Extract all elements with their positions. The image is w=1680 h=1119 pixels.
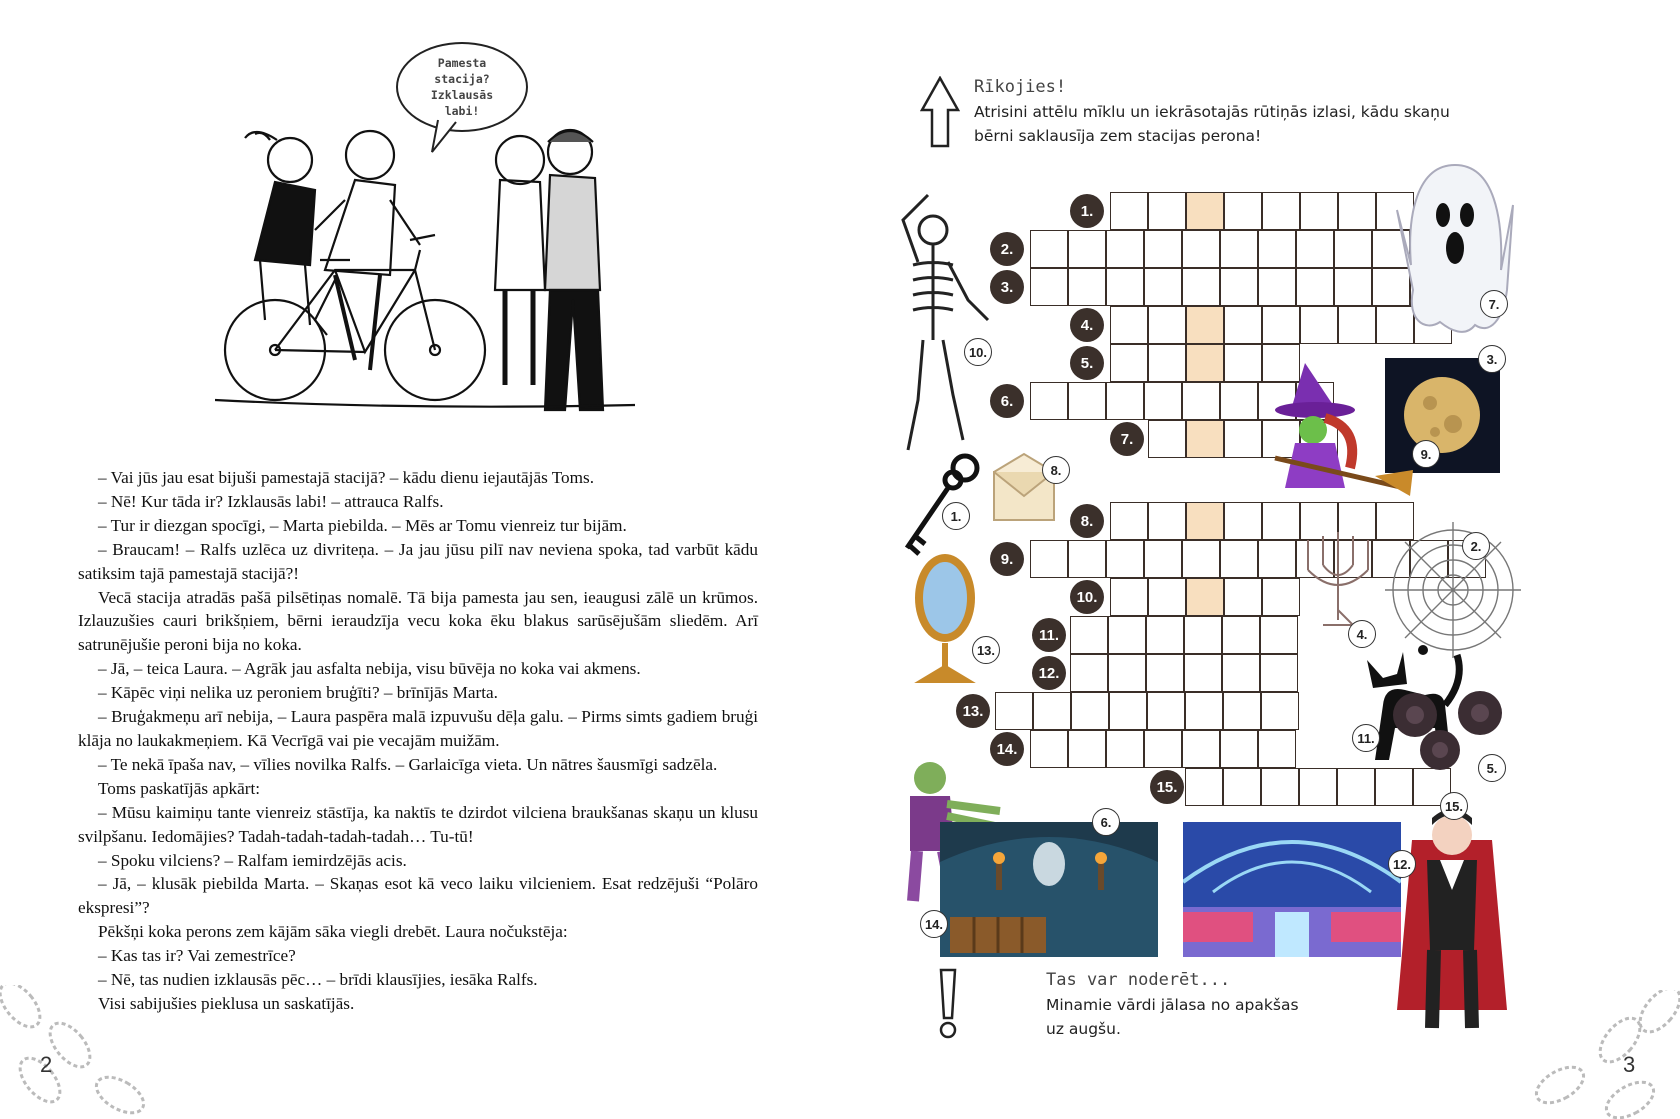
crossword-cell[interactable] [1258, 230, 1296, 268]
crossword-cell[interactable] [1109, 692, 1147, 730]
page-number-left: 2 [40, 1052, 53, 1077]
story-paragraph: – Bruģakmeņu arī nebija, – Laura paspēra malā izpuvušu dēļa galu. – Pirms simts gadiem bruģi klāja no laukakmeņiem. Kā Vecrīgā vai pie vecajām muižām. [78, 707, 758, 750]
speech-bubble: Pamesta stacija? Izklausās labi! [396, 42, 528, 132]
candles-picture-label: 4. [1348, 620, 1376, 648]
key-picture-label: 1. [942, 502, 970, 530]
crossword-cell[interactable] [1334, 268, 1372, 306]
crossword-cell[interactable] [1068, 540, 1106, 578]
station-picture-label: 12. [1388, 850, 1416, 878]
crossword-cell[interactable] [1110, 502, 1148, 540]
clue-number-badge: 1. [1070, 194, 1104, 228]
crossword-cell[interactable] [1261, 692, 1299, 730]
crossword-cell[interactable] [1182, 230, 1220, 268]
crossword-cell[interactable] [1224, 578, 1262, 616]
witch-picture-label: 9. [1412, 440, 1440, 468]
crossword-cell[interactable] [995, 692, 1033, 730]
crossword-cell[interactable] [1220, 540, 1258, 578]
crossword-cell[interactable] [1223, 768, 1261, 806]
crossword-cell[interactable] [1220, 268, 1258, 306]
witch-picture [1265, 358, 1415, 518]
crossword-cell[interactable] [1224, 306, 1262, 344]
zombie-picture-label: 14. [920, 910, 948, 938]
moon-picture-label: 3. [1478, 345, 1506, 373]
crossword-cell[interactable] [1068, 730, 1106, 768]
crossword-cell[interactable] [1148, 344, 1186, 382]
crossword-cell[interactable] [1185, 692, 1223, 730]
cat-picture-label: 11. [1352, 724, 1380, 752]
mirror-picture-label: 13. [972, 636, 1000, 664]
crossword-cell[interactable] [1300, 306, 1338, 344]
clue-number-badge: 3. [990, 270, 1024, 304]
ghost-picture-label: 7. [1480, 290, 1508, 318]
clue-number-badge: 8. [1070, 504, 1104, 538]
footprints-decoration-left [0, 985, 160, 1119]
crossword-cell[interactable] [1144, 268, 1182, 306]
mirror-picture [905, 548, 985, 688]
crossword-key-cell[interactable] [1186, 192, 1224, 230]
crossword-cell[interactable] [1224, 420, 1262, 458]
train-station-picture [1183, 822, 1401, 957]
crossword-cell[interactable] [1220, 230, 1258, 268]
story-paragraph: – Nē! Kur tāda ir? Izklausās labi! – attrauca Ralfs. [98, 491, 444, 511]
crossword-cell[interactable] [1185, 768, 1223, 806]
crossword-cell[interactable] [1299, 768, 1337, 806]
crossword-cell[interactable] [1144, 730, 1182, 768]
crossword-cell[interactable] [1106, 268, 1144, 306]
crossword-cell[interactable] [1106, 730, 1144, 768]
crossword-cell[interactable] [1220, 730, 1258, 768]
dungeon-picture [940, 822, 1158, 957]
story-paragraph: – Braucam! – Ralfs uzlēca uz divriteņa. – Ja jau jūsu pilī nav neviena spoka, tad varbūt kādu satiksim tajā pamestajā stacijā?! [78, 539, 758, 583]
crossword-cell[interactable] [1110, 192, 1148, 230]
clue-number-badge: 14. [990, 732, 1024, 766]
crossword-cell[interactable] [1147, 692, 1185, 730]
crossword-cell[interactable] [1144, 382, 1182, 420]
envelope-picture-label: 8. [1042, 456, 1070, 484]
crossword-key-cell[interactable] [1186, 502, 1224, 540]
crossword-cell[interactable] [1030, 268, 1068, 306]
clue-number-badge: 12. [1032, 656, 1066, 690]
crossword-cell[interactable] [1030, 730, 1068, 768]
crossword-cell[interactable] [1258, 268, 1296, 306]
crossword-cell[interactable] [1030, 230, 1068, 268]
hint-title: Tas var noderēt... [1046, 970, 1231, 990]
clue-number-badge: 2. [990, 232, 1024, 266]
dungeon-picture-label: 6. [1092, 808, 1120, 836]
clue-number-badge: 11. [1032, 618, 1066, 652]
crossword-cell[interactable] [1224, 344, 1262, 382]
skeleton-picture-label: 10. [964, 338, 992, 366]
crossword-cell[interactable] [1108, 654, 1146, 692]
crossword-cell[interactable] [1300, 192, 1338, 230]
story-paragraph: – Kas tas ir? Vai zemestrīce? [98, 946, 296, 966]
vampire-picture [1392, 800, 1512, 1040]
crossword-cell[interactable] [1148, 420, 1186, 458]
crossword-cell[interactable] [1258, 540, 1296, 578]
crossword-cell[interactable] [1337, 768, 1375, 806]
crossword-cell[interactable] [1222, 654, 1260, 692]
crossword-cell[interactable] [1182, 268, 1220, 306]
candles-picture [1298, 530, 1378, 630]
crossword-cell[interactable] [1108, 616, 1146, 654]
roses-picture-label: 5. [1478, 754, 1506, 782]
crossword-cell[interactable] [1030, 540, 1068, 578]
crossword-cell[interactable] [1106, 540, 1144, 578]
story-paragraph: – Vai jūs jau esat bijuši pamestajā stacijā? – kādu dienu iejautājās Toms. [98, 468, 595, 487]
crossword-key-cell[interactable] [1186, 344, 1224, 382]
spider-web-picture [1383, 520, 1523, 660]
story-paragraph: Vecā stacija atradās pašā pilsētiņas nomalē. Tā bija pamesta jau sen, ieaugusi zālē un krūmos. Izlauzušies cauri brikšņiem, bērni ieraudzīja vecu koka ēku blakus sarūsējušām sliedēm. Arī satrunējušie peroni bija no koka. [78, 587, 758, 655]
crossword-cell[interactable] [1296, 230, 1334, 268]
vampire-picture-label: 15. [1440, 792, 1468, 820]
crossword-cell[interactable] [1260, 616, 1298, 654]
story-text [78, 466, 758, 1016]
crossword-cell[interactable] [1146, 616, 1184, 654]
story-paragraph: – Spoku vilciens? – Ralfam iemirdzējās acis. [98, 850, 407, 870]
crossword-cell[interactable] [1220, 382, 1258, 420]
crossword-cell[interactable] [1068, 230, 1106, 268]
crossword-key-cell[interactable] [1186, 420, 1224, 458]
story-paragraph: – Mūsu kaimiņu tante vienreiz stāstīja, ka naktīs te dzirdot vilciena braukšanas skaņu un klusu svilpšanu. Iedomājies? Tadah-tadah-tadah-tadah… Tu-tū! [78, 802, 758, 846]
crossword-cell[interactable] [1144, 540, 1182, 578]
crossword-cell[interactable] [1262, 306, 1300, 344]
page-number-right: 3 [1623, 1052, 1636, 1077]
crossword-cell[interactable] [1296, 268, 1334, 306]
story-paragraph: – Kāpēc viņi nelika uz peroniem bruģīti? – brīnījās Marta. [98, 683, 498, 703]
story-paragraph: Toms paskatījās apkārt: [98, 778, 261, 798]
crossword-cell[interactable] [1033, 692, 1071, 730]
crossword-cell[interactable] [1182, 382, 1220, 420]
action-title: Rīkojies! [974, 77, 1067, 97]
crossword-cell[interactable] [1261, 768, 1299, 806]
clue-number-badge: 9. [990, 542, 1024, 576]
crossword-cell[interactable] [1070, 654, 1108, 692]
crossword-cell[interactable] [1070, 616, 1108, 654]
story-paragraph: Pēkšņi koka perons zem kājām sāka viegli drebēt. Laura nočukstēja: [98, 922, 568, 942]
crossword-cell[interactable] [1184, 616, 1222, 654]
web-picture-label: 2. [1462, 532, 1490, 560]
crossword-cell[interactable] [1148, 502, 1186, 540]
clue-number-badge: 13. [956, 694, 990, 728]
story-paragraph: – Nē, tas nudien izklausās pēc… – brīdi klausījies, iesāka Ralfs. [98, 970, 538, 990]
clue-number-badge: 7. [1110, 422, 1144, 456]
crossword-key-cell[interactable] [1186, 578, 1224, 616]
crossword-cell[interactable] [1106, 382, 1144, 420]
key-picture [895, 450, 985, 560]
crossword-cell[interactable] [1071, 692, 1109, 730]
story-paragraph: – Jā, – klusāk piebilda Marta. – Skaņas esot kā veco laiku vilcieniem. Esat redzējuši “Polāro ekspresi”? [78, 874, 758, 918]
crossword-cell[interactable] [1338, 306, 1376, 344]
speech-bubble-tail [430, 118, 470, 158]
crossword-cell[interactable] [1106, 230, 1144, 268]
crossword-cell[interactable] [1224, 502, 1262, 540]
crossword-cell[interactable] [1068, 268, 1106, 306]
clue-number-badge: 4. [1070, 308, 1104, 342]
clue-number-badge: 6. [990, 384, 1024, 418]
kids-bicycle-illustration [215, 120, 685, 450]
footprints-decoration-right [1520, 990, 1680, 1119]
hint-text: Minamie vārdi jālasa no apakšas uz augšu. [1046, 996, 1299, 1038]
crossword-cell[interactable] [1224, 192, 1262, 230]
story-paragraph: – Tur ir diezgan spocīgi, – Marta piebilda. – Mēs ar Tomu vienreiz tur bijām. [98, 515, 627, 535]
crossword-key-cell[interactable] [1186, 306, 1224, 344]
crossword-cell[interactable] [1260, 654, 1298, 692]
clue-number-badge: 15. [1150, 770, 1184, 804]
crossword-cell[interactable] [1144, 230, 1182, 268]
crossword-cell[interactable] [1148, 578, 1186, 616]
clue-number-badge: 10. [1070, 580, 1104, 614]
crossword-cell[interactable] [1222, 616, 1260, 654]
exclamation-icon [936, 968, 960, 1040]
story-paragraph: Visi sabijušies pieklusa un saskatījās. [98, 993, 355, 1013]
up-arrow-icon [920, 76, 960, 148]
crossword-cell[interactable] [1184, 654, 1222, 692]
crossword-cell[interactable] [1182, 730, 1220, 768]
crossword-cell[interactable] [1110, 578, 1148, 616]
crossword-cell[interactable] [1030, 382, 1068, 420]
crossword-cell[interactable] [1338, 192, 1376, 230]
action-text: Atrisini attēlu mīklu un iekrāsotajās rūtiņās izlasi, kādu skaņu bērni saklausīja zem stacijas perona! [974, 103, 1450, 145]
story-paragraph: – Jā, – teica Laura. – Agrāk jau asfalta nebija, visu būvēja no koka vai akmens. [98, 659, 641, 679]
right-page [840, 0, 1680, 1119]
crossword-cell[interactable] [1182, 540, 1220, 578]
clue-number-badge: 5. [1070, 346, 1104, 380]
crossword-cell[interactable] [1262, 578, 1300, 616]
crossword-cell[interactable] [1334, 230, 1372, 268]
crossword-cell[interactable] [1110, 344, 1148, 382]
crossword-cell[interactable] [1148, 306, 1186, 344]
crossword-cell[interactable] [1223, 692, 1261, 730]
skeleton-picture [888, 190, 998, 460]
crossword-cell[interactable] [1068, 382, 1106, 420]
crossword-cell[interactable] [1146, 654, 1184, 692]
crossword-cell[interactable] [1148, 192, 1186, 230]
crossword-cell[interactable] [1262, 192, 1300, 230]
story-paragraph: – Te nekā īpaša nav, – vīlies novilka Ralfs. – Garlaicīga vieta. Un nātres šausmīgi sadzēla. [98, 754, 718, 774]
crossword-cell[interactable] [1258, 730, 1296, 768]
crossword-cell[interactable] [1110, 306, 1148, 344]
